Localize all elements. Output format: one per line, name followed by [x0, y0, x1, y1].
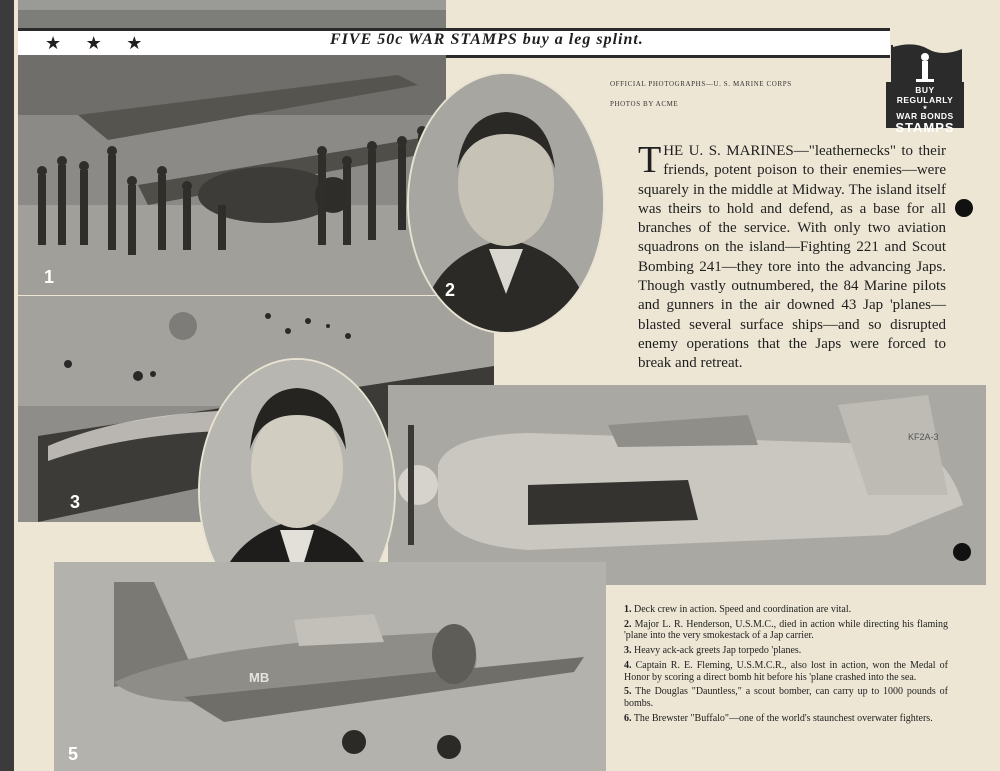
- caption-text: Deck crew in action. Speed and coordination are vital.: [634, 604, 852, 615]
- photo-number-3: 3: [70, 492, 81, 512]
- photo-number-2: 2: [445, 280, 456, 300]
- photo-5-dauntless-bomber: [54, 562, 606, 771]
- caption-text: Captain R. E. Fleming, U.S.M.C.R., also lost in action, won the Medal of Honor by scoring a direct bomb hit before his 'plane crashed into the sea.: [624, 660, 948, 683]
- caption-number: 2.: [624, 618, 632, 630]
- photo-number-1: 1: [44, 267, 55, 287]
- credit-line-2: PHOTOS BY ACME: [610, 100, 679, 108]
- caption-2: [624, 619, 948, 642]
- binder-hole-bottom: [953, 543, 971, 561]
- credit-line-1: OFFICIAL PHOTOGRAPHS—U. S. MARINE CORPS: [610, 80, 792, 88]
- banner-stars: ★ ★ ★: [45, 33, 153, 53]
- caption-number: 5.: [624, 686, 632, 698]
- caption-text: Major L. R. Henderson, U.S.M.C., died in action while directing his flaming 'plane into the very smokestack of a Jap carrier.: [624, 618, 949, 642]
- caption-5: [624, 686, 948, 709]
- caption-number: 1.: [624, 604, 632, 615]
- logo-star: ★: [922, 105, 928, 111]
- photo-6-buffalo-fighter: [388, 385, 986, 585]
- logo-line-4: STAMPS: [895, 120, 955, 135]
- caption-text: The Brewster "Buffalo"—one of the world's staunchest overwater fighters.: [633, 712, 933, 724]
- story-text: [638, 139, 946, 374]
- logo-line-1: BUY REGULARLY: [896, 85, 954, 105]
- banner-title: FIVE 50c WAR STAMPS buy a leg splint.: [330, 31, 644, 48]
- plane-6-marking: KF2A-3: [908, 432, 939, 442]
- war-bonds-logo: [886, 82, 964, 135]
- logo-line-3: WAR BONDS: [896, 111, 954, 121]
- caption-number: 3.: [624, 645, 632, 657]
- plane-5-marking: MB: [249, 670, 270, 685]
- caption-4: [624, 660, 948, 683]
- page-edge: [0, 0, 14, 771]
- photo-1-deck-crew: [18, 55, 446, 295]
- caption-number: 4.: [624, 660, 632, 672]
- story-body: HE U. S. MARINES—"leathernecks" to their friends, potent poison to their enemies—were squarely in the middle at Midway. The island itself was theirs to hold and defend, as a base for all branches of the service. With only two aviation squadrons on the island—Fighting 221 and Scout Bombing 241—they tore into the advancing Japs. Though vastly outnumbered, the 84 Marine pilots and gunners in the air downed 43 Jap 'planes—blasted several surface ships—and so disrupted enemy operations that the Japs were forced to break and retreat.: [638, 143, 946, 372]
- caption-1: [624, 604, 948, 615]
- caption-6: [624, 713, 948, 724]
- photo-number-5: 5: [68, 744, 79, 764]
- caption-3: [624, 645, 948, 656]
- binder-hole-top: [955, 199, 973, 217]
- caption-number: 6.: [624, 712, 632, 724]
- top-sea-strip: [18, 0, 446, 30]
- photo-credits: [610, 74, 792, 114]
- photo-captions: [624, 604, 948, 728]
- caption-text: The Douglas "Dauntless," a scout bomber, can carry up to 1000 pounds of bombs.: [624, 686, 948, 709]
- caption-text: Heavy ack-ack greets Jap torpedo 'planes.: [634, 645, 802, 657]
- story-dropcap: T: [638, 139, 662, 181]
- photo-2-portrait-henderson: [407, 72, 605, 334]
